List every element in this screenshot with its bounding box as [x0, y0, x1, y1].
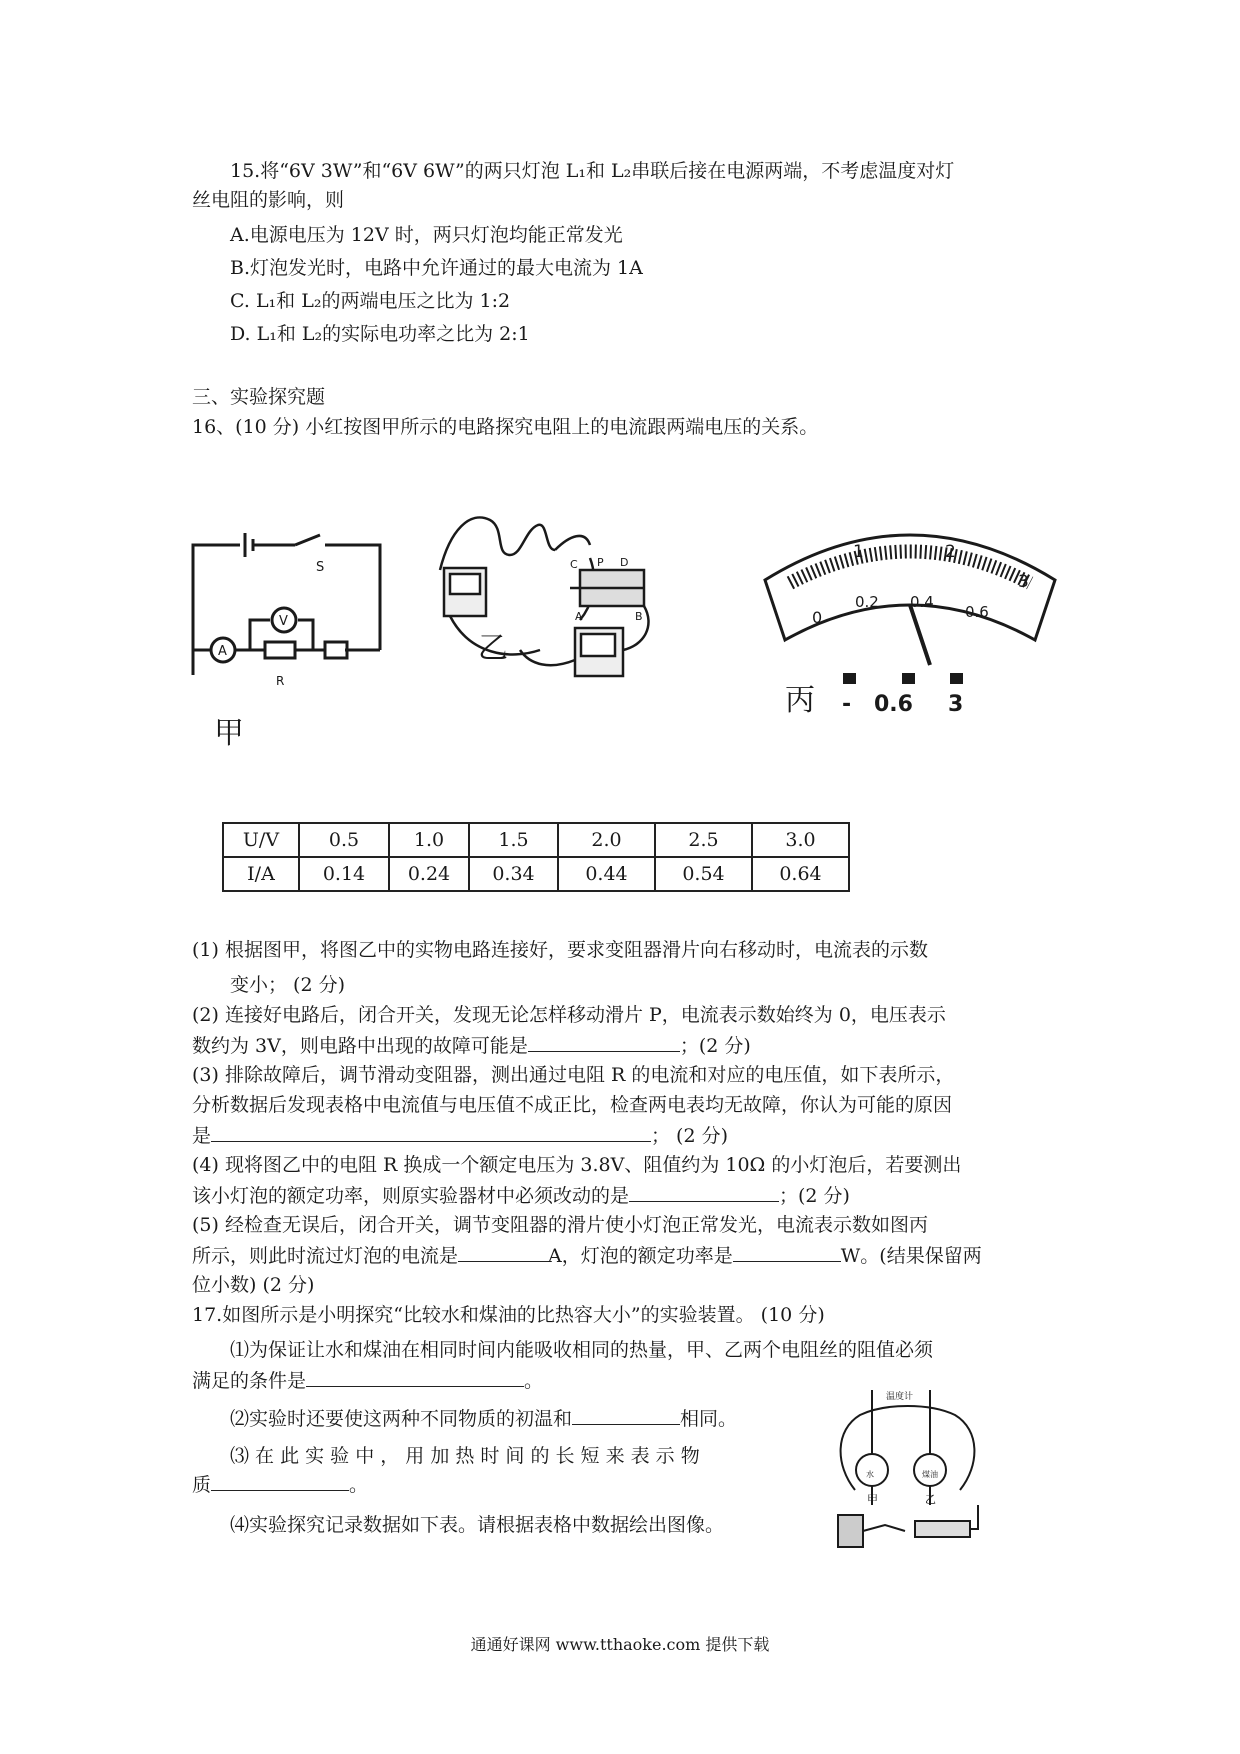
q16-part5-current-blank[interactable]	[458, 1243, 548, 1262]
table-header-cell: 0.5	[299, 823, 389, 857]
table-header-cell: 1.0	[389, 823, 469, 857]
terminal-minus: -	[842, 692, 852, 717]
q16-part3-score: ； (2 分)	[651, 1125, 729, 1147]
scale-bottom-04: 0.4	[910, 593, 934, 611]
resistor-label: R	[276, 674, 285, 688]
terminal-0-6: 0.6	[874, 692, 913, 717]
ammeter-label: A	[218, 644, 227, 659]
q16-part5-line3: 位小数) (2 分)	[192, 1274, 315, 1296]
q16-part4-score: ；(2 分)	[779, 1185, 850, 1207]
table-header-cell: U/V	[223, 823, 299, 857]
q15-stem-line2: 丝电阻的影响，则	[192, 189, 345, 211]
yi-label-b: B	[635, 610, 643, 623]
table-row	[223, 823, 849, 857]
q17-part2	[230, 1404, 737, 1431]
terminal-3: 3	[948, 692, 964, 717]
q15-option-d: D. L₁和 L₂的实际电功率之比为 2:1	[230, 323, 530, 345]
scale-bottom-02: 0.2	[855, 593, 879, 611]
physical-circuit-yi	[430, 510, 690, 725]
fig17-jia-label: 甲	[867, 1493, 878, 1506]
q17-part1-line2	[192, 1368, 543, 1393]
q16-part5-line1: (5) 经检查无误后，闭合开关，调节变阻器的滑片使小灯泡正常发光，电流表示数如图丙	[192, 1214, 928, 1236]
q16-part3-line3	[192, 1123, 728, 1148]
q16-part2-text: 数约为 3V，则电路中出现的故障可能是	[192, 1035, 528, 1057]
ammeter-dial-bing	[750, 505, 1075, 725]
figure-bing-label: 丙	[785, 683, 815, 718]
figure-jia-label: 甲	[214, 716, 244, 750]
scale-bottom-0: 0	[812, 608, 823, 627]
q16-part3-text: 是	[192, 1125, 212, 1147]
voltmeter-label: V	[279, 614, 288, 629]
q17-part1-line1: ⑴为保证让水和煤油在相同时间内能吸收相同的热量，甲、乙两个电阻丝的阻值必须	[230, 1339, 934, 1361]
q17-part3-end: 。	[349, 1474, 369, 1496]
scale-top-2: 2	[945, 542, 956, 562]
q17-part3-line1: ⑶ 在 此 实 验 中 ， 用 加 热 时 间 的 长 短 来 表 示 物	[230, 1445, 700, 1467]
q16-part4-line1: (4) 现将图乙中的电阻 R 换成一个额定电压为 3.8V、阻值约为 10Ω 的小灯泡后，若要测出	[192, 1154, 962, 1176]
thermometer-label: 温度计	[886, 1392, 914, 1402]
table-header-cell: 1.5	[469, 823, 558, 857]
scale-top-3: 3	[1018, 572, 1029, 592]
q17-part2-answer-blank[interactable]	[572, 1406, 680, 1425]
scale-bottom-06: 0.6	[965, 603, 989, 621]
table-cell: 0.64	[752, 857, 849, 891]
q17-part2-end: 相同。	[680, 1408, 738, 1430]
table-cell: I/A	[223, 857, 299, 891]
q15-option-c: C. L₁和 L₂的两端电压之比为 1:2	[230, 290, 511, 312]
table-cell: 0.54	[655, 857, 752, 891]
q16-part3-line2: 分析数据后发现表格中电流值与电压值不成正比，检查两电表均无故障，你认为可能的原因	[192, 1094, 953, 1116]
table-header-cell: 3.0	[752, 823, 849, 857]
q16-part2-answer-blank[interactable]	[528, 1033, 680, 1052]
q16-part5-text-c: W。(结果保留两	[840, 1245, 982, 1267]
q16-part4-answer-blank[interactable]	[629, 1183, 779, 1202]
q16-part2-line2	[192, 1033, 751, 1058]
table-cell: 0.44	[558, 857, 655, 891]
q15-option-b: B.灯泡发光时，电路中允许通过的最大电流为 1A	[230, 257, 643, 279]
q17-part1-end: 。	[524, 1370, 544, 1392]
table-cell: 0.14	[299, 857, 389, 891]
q16-part4-line2	[192, 1183, 850, 1208]
yi-label-a: A	[575, 610, 583, 623]
q16-part5-line2	[192, 1243, 982, 1268]
heating-apparatus-figure	[830, 1385, 985, 1555]
section-title: 三、实验探究题	[192, 386, 326, 408]
q16-part1-line2: 变小； (2 分)	[230, 974, 345, 996]
q16-part1-line1: (1) 根据图甲，将图乙中的实物电路连接好，要求变阻器滑片向右移动时，电流表的示数	[192, 939, 928, 961]
q16-part5-text-b: A，灯泡的额定功率是	[548, 1245, 733, 1267]
uv-data-table	[222, 822, 850, 892]
q15-option-a: A.电源电压为 12V 时，两只灯泡均能正常发光	[230, 224, 623, 246]
q17-part1-text: 满足的条件是	[192, 1370, 307, 1392]
yi-label-p: P	[597, 556, 604, 569]
scale-top-1: 1	[853, 542, 864, 562]
table-cell: 0.24	[389, 857, 469, 891]
q16-part5-power-blank[interactable]	[733, 1243, 841, 1262]
fig17-yi-label: 乙	[925, 1493, 936, 1506]
yi-label-c: C	[570, 558, 578, 571]
q16-intro: 16、(10 分) 小红按图甲所示的电路探究电阻上的电流跟两端电压的关系。	[192, 416, 819, 438]
q16-part2-score: ；(2 分)	[679, 1035, 751, 1057]
q17-part1-answer-blank[interactable]	[306, 1368, 524, 1387]
q17-part3-answer-blank[interactable]	[211, 1472, 349, 1491]
circuit-diagram-jia	[185, 525, 400, 750]
q17-part4: ⑷实验探究记录数据如下表。请根据表格中数据绘出图像。	[230, 1514, 725, 1536]
table-cell: 0.34	[469, 857, 558, 891]
q15-stem-line1: 15.将“6V 3W”和“6V 6W”的两只灯泡 L₁和 L₂串联后接在电源两端，不考虑温度对灯	[230, 160, 955, 182]
yi-label-d: D	[620, 556, 629, 569]
q16-part3-line1: (3) 排除故障后，调节滑动变阻器，测出通过电阻 R 的电流和对应的电压值，如下表所示，	[192, 1064, 955, 1086]
q16-part2-line1: (2) 连接好电路后，闭合开关，发现无论怎样移动滑片 P，电流表示数始终为 0，电压表示	[192, 1004, 946, 1026]
q17-part3-text: 质	[192, 1474, 212, 1496]
q17-intro: 17.如图所示是小明探究“比较水和煤油的比热容大小”的实验装置。 (10 分)	[192, 1304, 825, 1326]
table-header-cell: 2.0	[558, 823, 655, 857]
kerosene-label: 煤油	[922, 1470, 938, 1479]
q17-part3-line2	[192, 1472, 368, 1497]
figure-yi-label: 乙	[478, 631, 508, 666]
switch-label: S	[316, 560, 325, 575]
table-row	[223, 857, 849, 891]
water-label: 水	[866, 1470, 874, 1479]
q16-part3-answer-blank[interactable]	[211, 1123, 651, 1142]
q16-part4-text: 该小灯泡的额定功率，则原实验器材中必须改动的是	[192, 1185, 630, 1207]
q16-part5-text-a: 所示，则此时流过灯泡的电流是	[192, 1245, 459, 1267]
page-footer: 通通好课网 www.tthaoke.com 提供下载	[470, 1635, 770, 1654]
q17-part2-text: ⑵实验时还要使这两种不同物质的初温和	[230, 1408, 573, 1430]
table-header-cell: 2.5	[655, 823, 752, 857]
